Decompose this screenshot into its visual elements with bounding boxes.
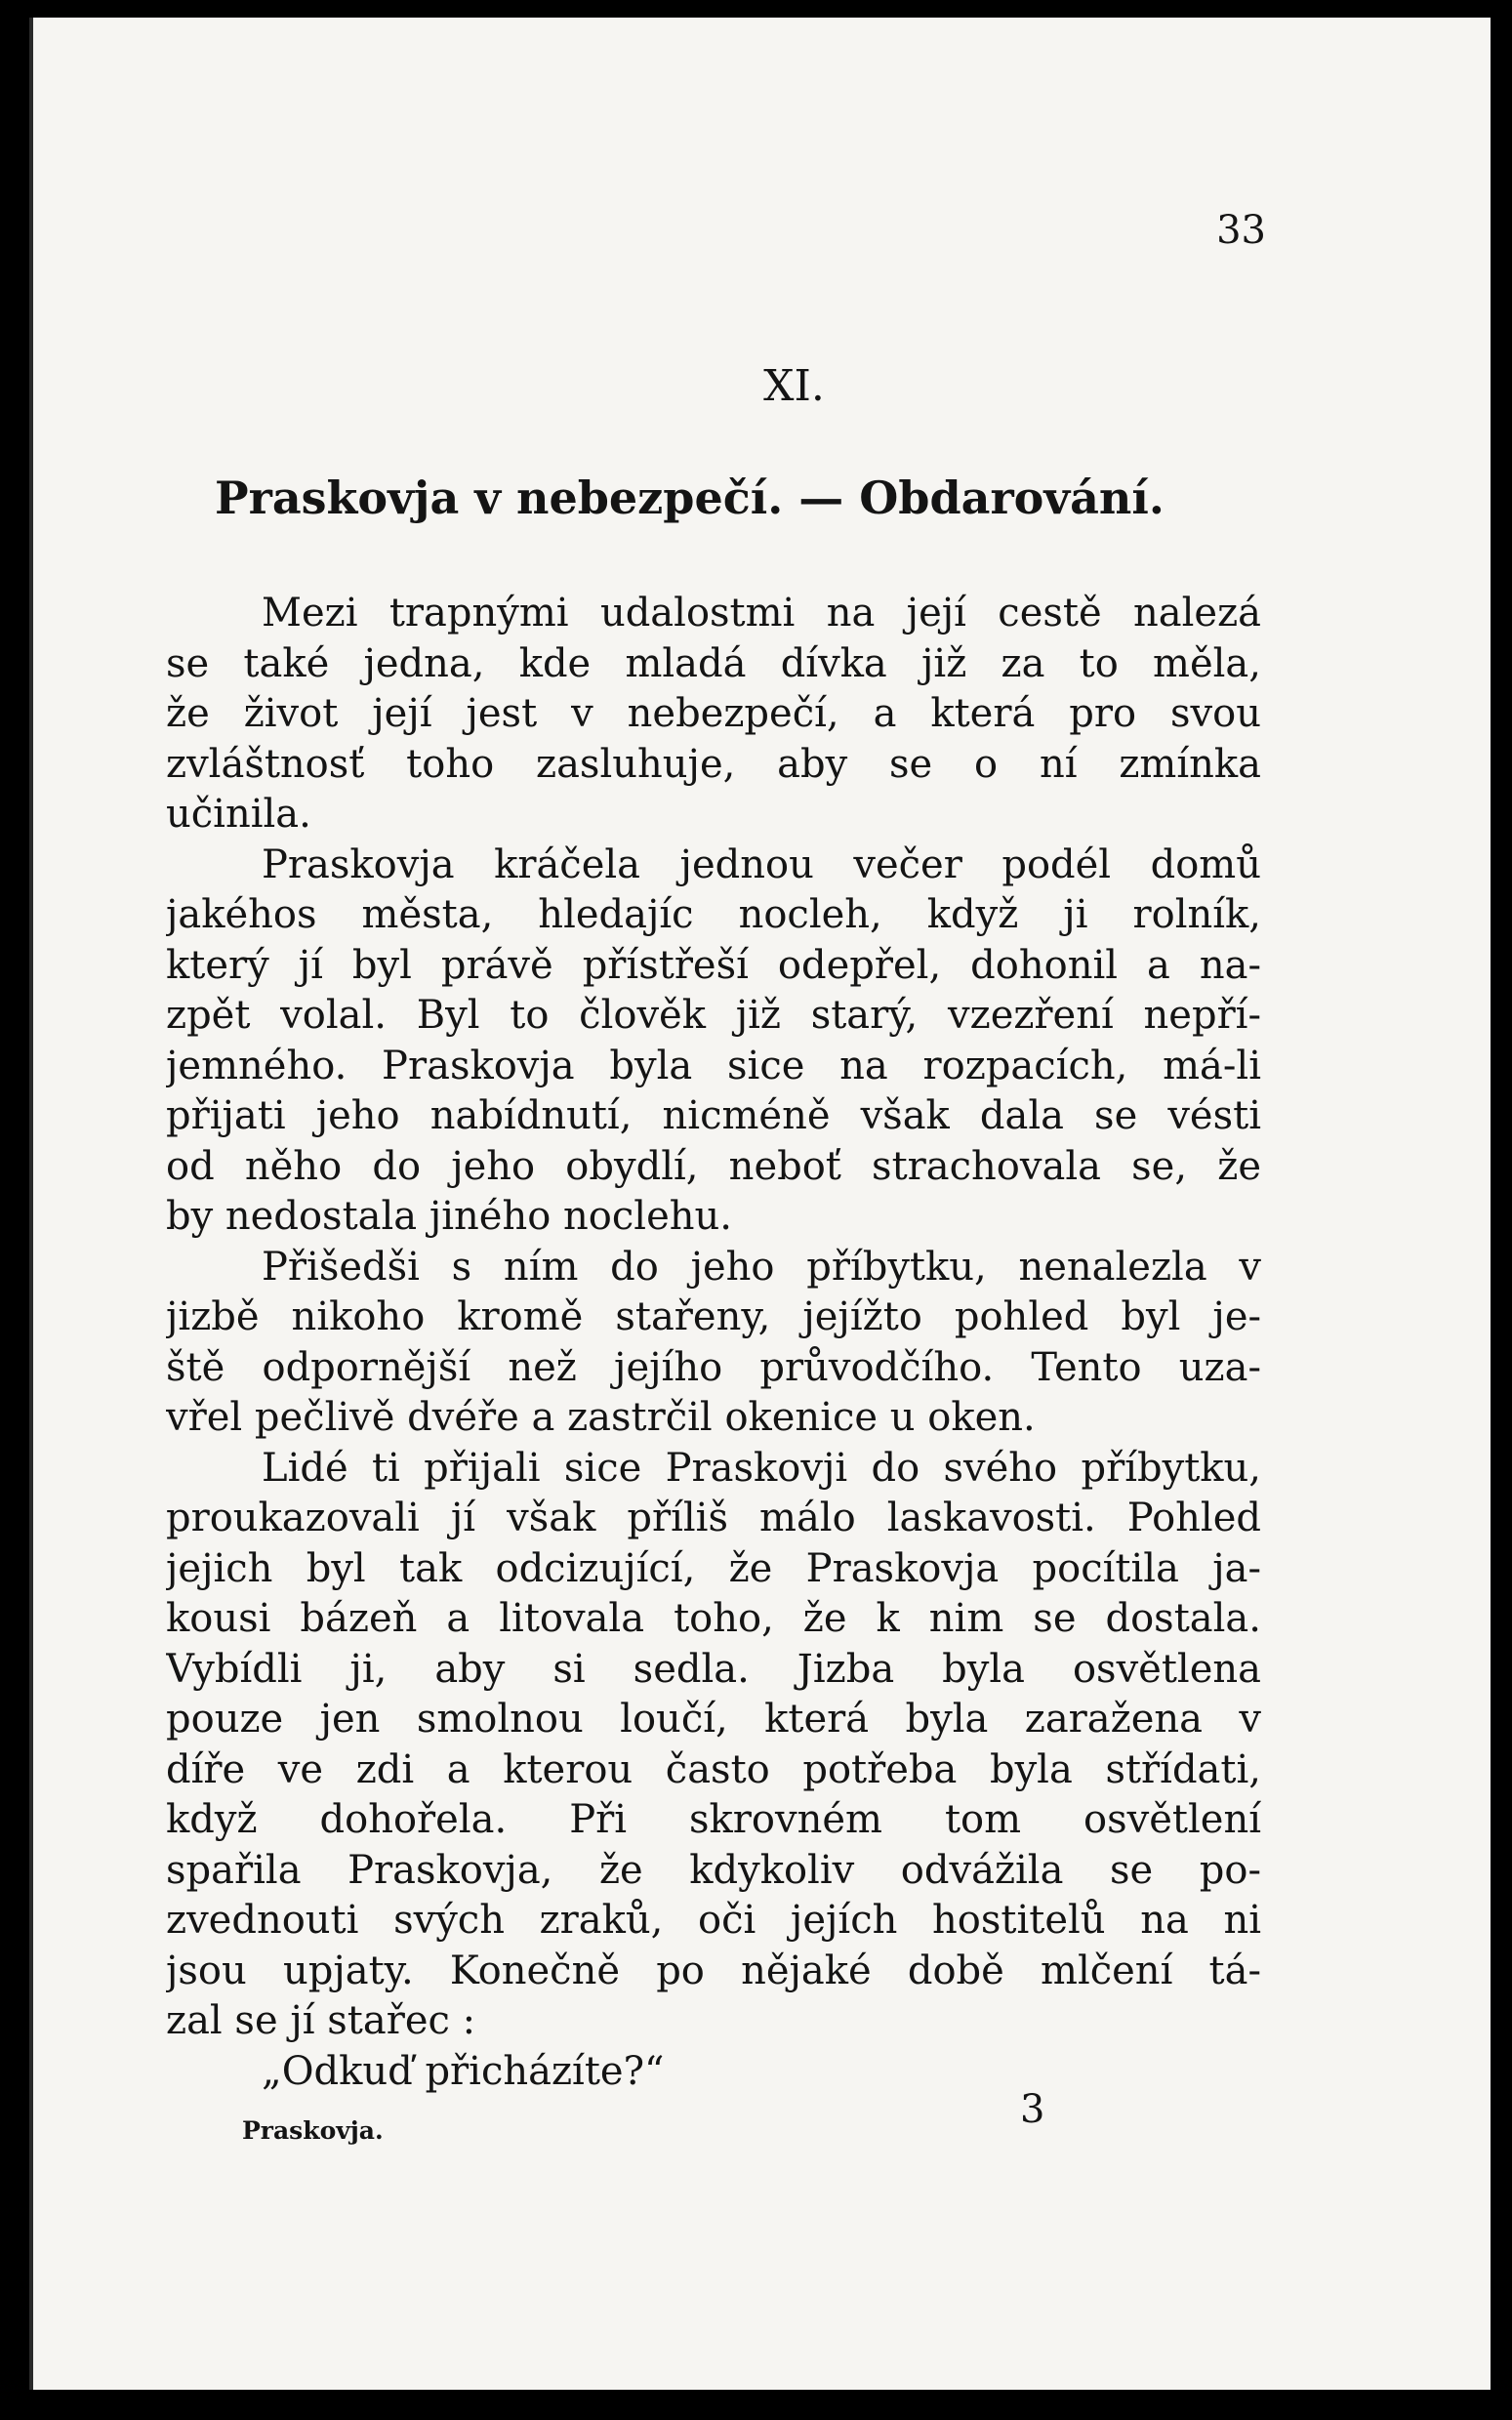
text-line: jizbě nikoho kromě stařeny, jejížto pohled byl je- [166, 1294, 1261, 1339]
text-line: zal se jí stařec : [166, 1998, 476, 2043]
text-line: díře ve zdi a kterou často potřeba byla střídati, [166, 1746, 1261, 1792]
text-line: učinila. [166, 792, 311, 837]
text-line: spařila Praskovja, že kdykoliv odvážila se po- [166, 1847, 1261, 1893]
text-line: jejich byl tak odcizující, že Praskovja pocítila ja- [166, 1545, 1261, 1591]
text-line: jsou upjaty. Konečně po nějaké době mlčení tá- [166, 1948, 1261, 1993]
text-line: přijati jeho nabídnutí, nicméně však dala se vésti [166, 1093, 1261, 1138]
text-line: zvednouti svých zraků, oči jejích hostitelů na ni [166, 1898, 1261, 1943]
text-line: vřel pečlivě dvéře a zastrčil okenice u oken. [166, 1395, 1036, 1440]
text-line: „Odkuď přicházíte?“ [262, 2048, 665, 2094]
page-number: 33 [1216, 208, 1266, 253]
text-line: jakéhos města, hledajíc nocleh, když ji rolník, [166, 892, 1261, 937]
footer-book-title: Praskovja. [242, 2116, 384, 2145]
text-line: proukazovali jí však příliš málo laskavosti. Pohled [166, 1496, 1261, 1540]
chapter-body-text [166, 589, 1261, 2097]
text-line: jemného. Praskovja byla sice na rozpacích, má-li [166, 1043, 1261, 1088]
text-line: který jí byl právě přístřeší odepřel, dohonil a na- [166, 942, 1261, 988]
text-line: pouze jen smolnou loučí, která byla zaražena v [166, 1697, 1261, 1742]
chapter-title: Praskovja v nebezpečí. — Obdarování. [215, 472, 1165, 524]
text-line: Mezi trapnými udalostmi na její cestě nalezá [262, 591, 1261, 636]
text-line: Vybídli ji, aby si sedla. Jizba byla osvětlena [166, 1646, 1261, 1692]
text-line: ště odpornější než jejího průvodčího. Tento uza- [166, 1344, 1261, 1390]
text-line: od něho do jeho obydlí, neboť strachovala se, že [166, 1143, 1261, 1189]
text-line: kousi bázeň a litovala toho, že k nim se dostala. [166, 1596, 1261, 1641]
chapter-number: XI. [763, 361, 825, 411]
text-line: Praskovja kráčela jednou večer podél domů [262, 841, 1261, 887]
text-line: když dohořela. Při skrovném tom osvětlení [166, 1797, 1261, 1842]
text-line: Přišedši s ním do jeho příbytku, nenalezla v [262, 1244, 1261, 1290]
text-line: by nedostala jiného noclehu. [166, 1194, 732, 1239]
book-page [29, 18, 1491, 2390]
text-line: se také jedna, kde mladá dívka již za to měla, [166, 640, 1261, 686]
text-line: že život její jest v nebezpečí, a která pro svou [166, 691, 1261, 736]
text-line: Lidé ti přijali sice Praskovji do svého příbytku, [262, 1445, 1261, 1491]
printer-signature-mark: 3 [1020, 2087, 1045, 2132]
text-line: zvláštnosť toho zasluhuje, aby se o ní zmínka [166, 741, 1261, 787]
text-line: zpět volal. Byl to člověk již starý, vzezření nepří- [166, 993, 1261, 1038]
